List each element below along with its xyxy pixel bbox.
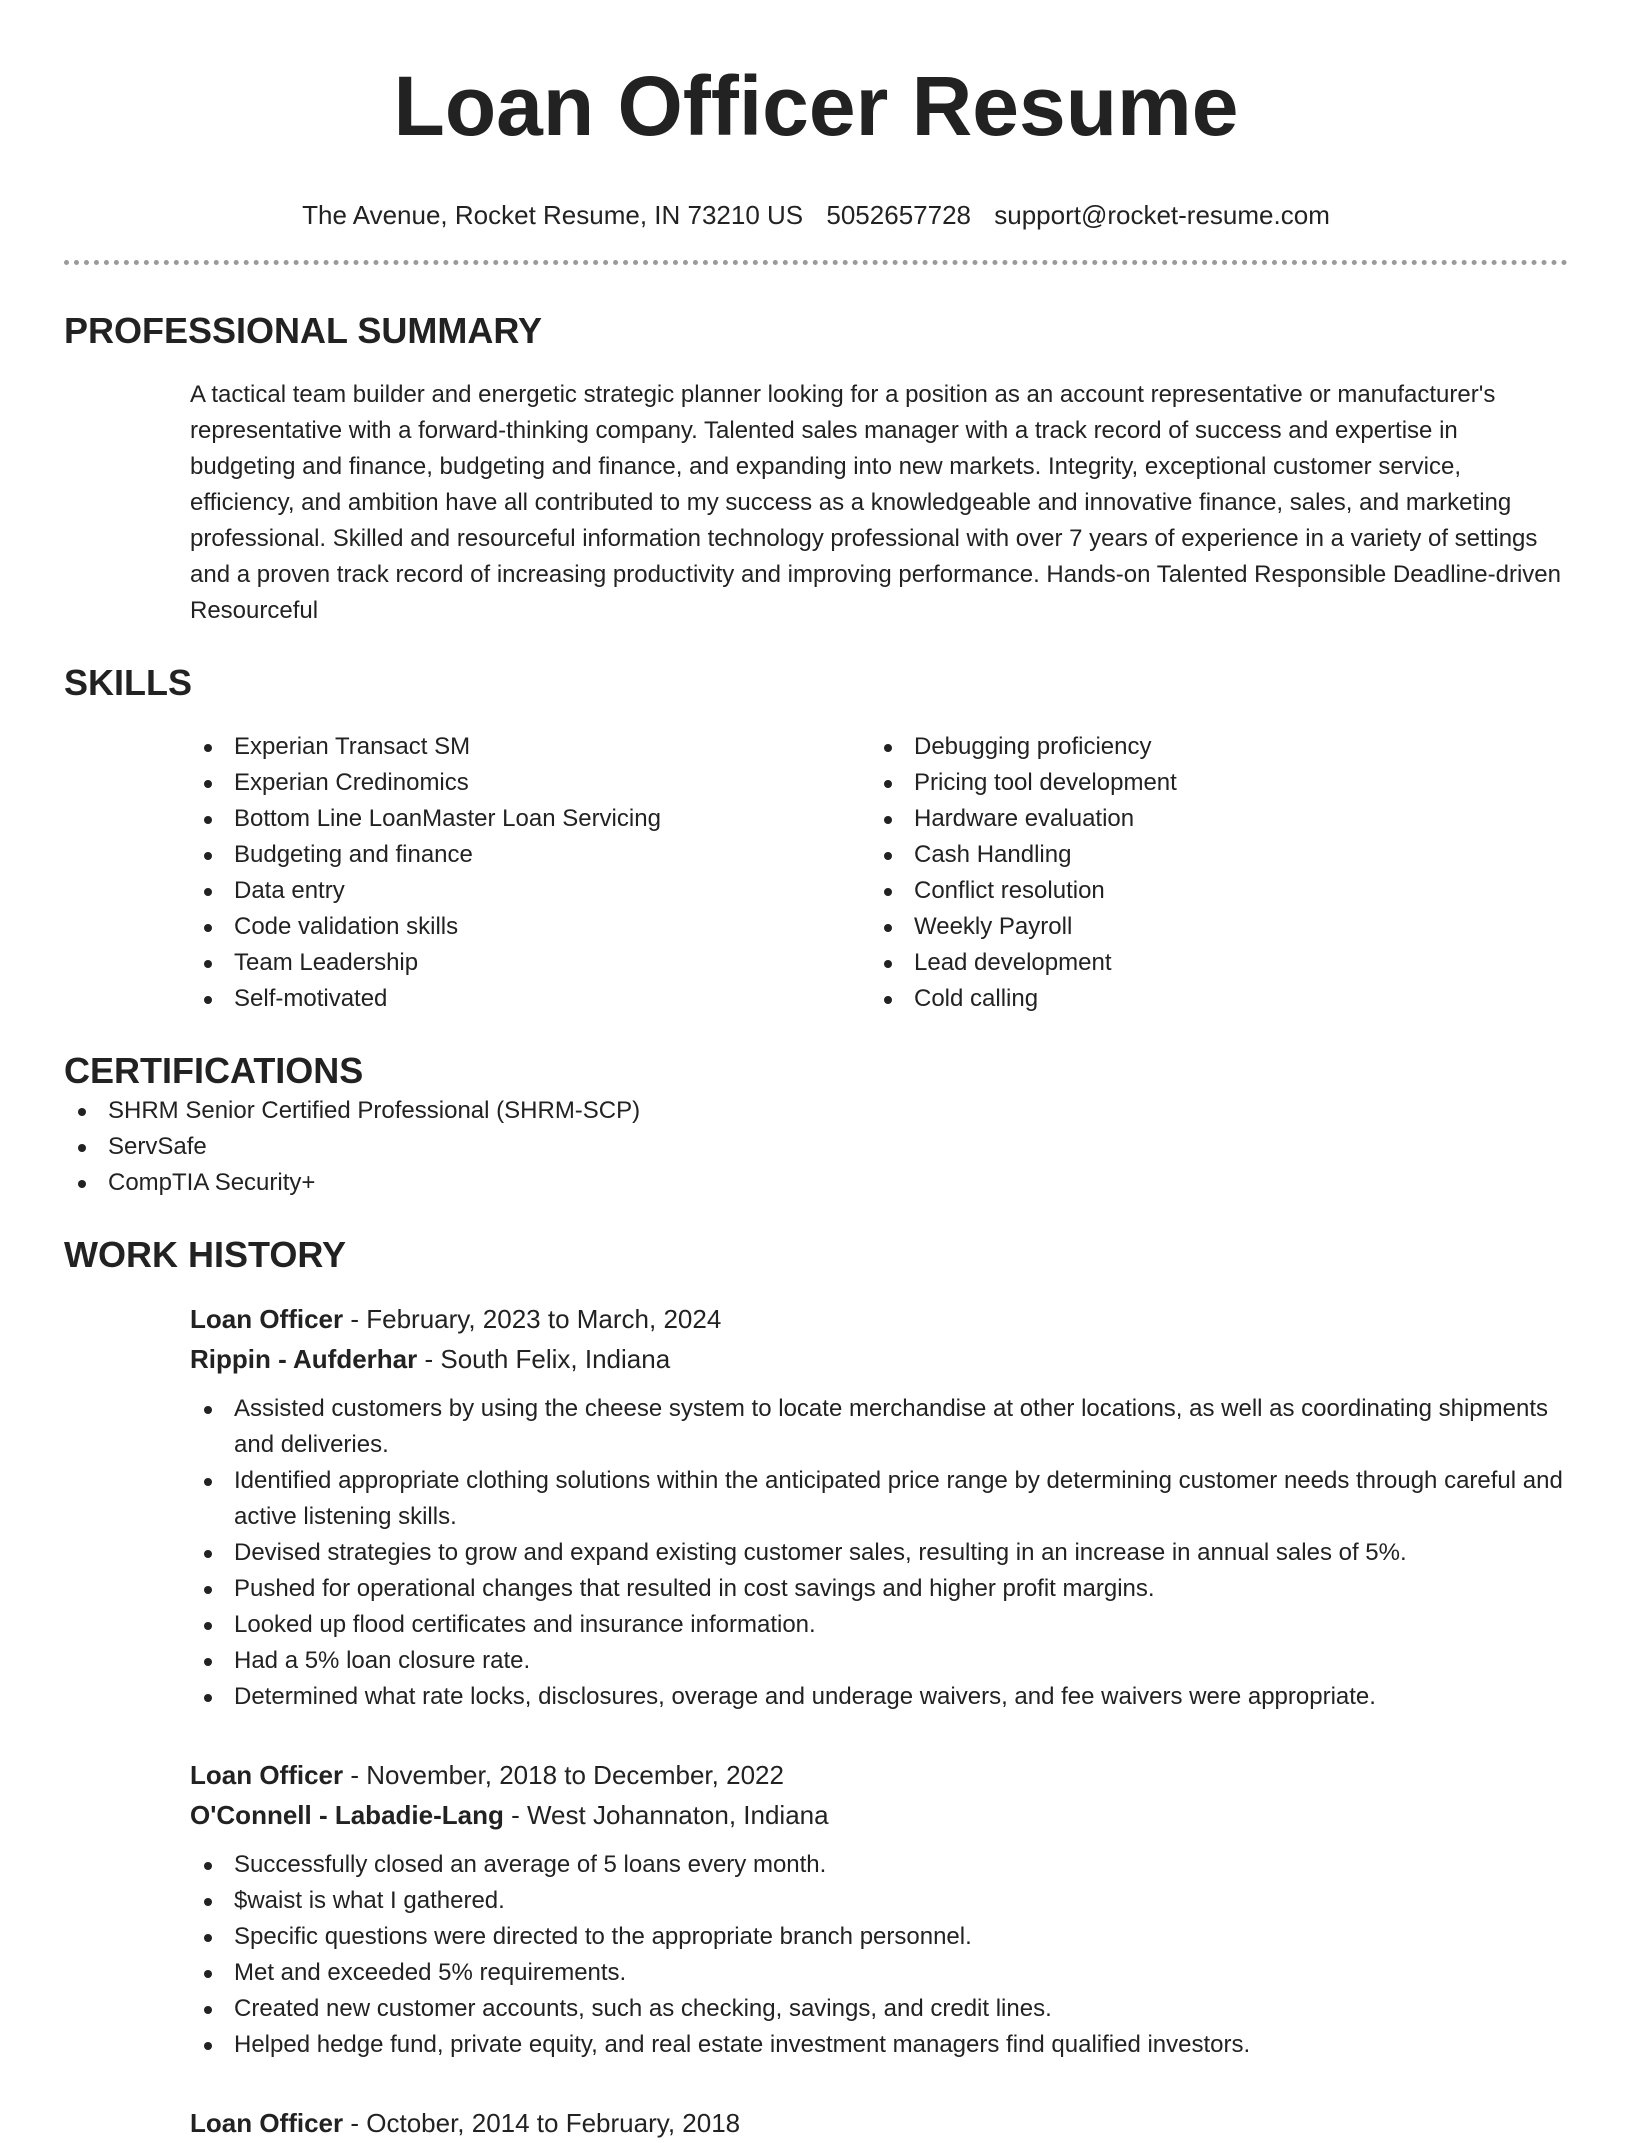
job-bullet: Created new customer accounts, such as checking, savings, and credit lines. xyxy=(190,1991,1568,2027)
skill-item: Budgeting and finance xyxy=(190,837,870,873)
job-bullet: Had a 5% loan closure rate. xyxy=(190,1643,1568,1679)
job-bullet: Specific questions were directed to the appropriate branch personnel. xyxy=(190,1919,1568,1955)
job-bullet: Identified appropriate clothing solutions within the anticipated price range by determining customer needs through careful and active listening skills. xyxy=(190,1463,1568,1535)
job-bullet: Met and exceeded 5% requirements. xyxy=(190,1955,1568,1991)
skill-item: Conflict resolution xyxy=(870,873,1550,909)
job-location: - West Johannaton, Indiana xyxy=(503,1800,829,1830)
contact-phone: 5052657728 xyxy=(826,200,971,230)
summary-heading: PROFESSIONAL SUMMARY xyxy=(64,310,543,351)
skill-item: Code validation skills xyxy=(190,909,870,945)
job-bullets xyxy=(190,1391,1568,1715)
skill-item: Bottom Line LoanMaster Loan Servicing xyxy=(190,801,870,837)
job-bullet: Pushed for operational changes that resulted in cost savings and higher profit margins. xyxy=(190,1571,1568,1607)
certification-item: CompTIA Security+ xyxy=(64,1165,1568,1201)
skills-heading: SKILLS xyxy=(64,662,193,703)
contact-line xyxy=(64,198,1568,232)
skill-item: Experian Transact SM xyxy=(190,729,870,765)
skill-item: Experian Credinomics xyxy=(190,765,870,801)
job-title: Loan Officer xyxy=(190,1304,344,1334)
header-divider xyxy=(64,260,1568,265)
contact-address: The Avenue, Rocket Resume, IN 73210 US xyxy=(302,200,804,230)
job-dates: - October, 2014 to February, 2018 xyxy=(343,2108,741,2138)
skill-item: Weekly Payroll xyxy=(870,909,1550,945)
work-history-heading: WORK HISTORY xyxy=(64,1234,347,1275)
resume-page xyxy=(64,0,1568,2143)
skill-item: Team Leadership xyxy=(190,945,870,981)
skills-grid xyxy=(190,729,1568,1017)
job-bullet: Successfully closed an average of 5 loans every month. xyxy=(190,1847,1568,1883)
job-bullet: $waist is what I gathered. xyxy=(190,1883,1568,1919)
skill-item: Cold calling xyxy=(870,981,1550,1017)
job-bullet: Assisted customers by using the cheese system to locate merchandise at other locations, as well as coordinating shipments and deliveries. xyxy=(190,1391,1568,1463)
skill-item: Lead development xyxy=(870,945,1550,981)
skills-section xyxy=(64,661,1568,1017)
job-title-line xyxy=(190,1299,1568,1339)
summary-text: A tactical team builder and energetic strategic planner looking for a position as an account representative or manufacturer's representative with a forward-thinking company. Talented sales manager with a track record of success and expertise in budgeting and finance, budgeting and finance, and expanding into new markets. Integrity, exceptional customer service, efficiency, and ambition have all contributed to my success as a knowledgeable and innovative finance, sales, and marketing professional. Skilled and resourceful information technology professional with over 7 years of experience in a variety of settings and a proven track record of increasing productivity and improving performance. Hands-on Talented Responsible Deadline-driven Resourceful xyxy=(190,381,1561,624)
job-bullet: Devised strategies to grow and expand existing customer sales, resulting in an increase in annual sales of 5%. xyxy=(190,1535,1568,1571)
skill-item: Self-motivated xyxy=(190,981,870,1017)
skill-item: Pricing tool development xyxy=(870,765,1550,801)
job-entry xyxy=(190,1299,1568,1715)
job-title-line xyxy=(190,2103,1568,2143)
skill-item: Cash Handling xyxy=(870,837,1550,873)
job-title: Loan Officer xyxy=(190,2108,344,2138)
resume-title: Loan Officer Resume xyxy=(393,59,1239,153)
job-company-line xyxy=(190,1795,1568,1835)
job-entry xyxy=(190,2103,1568,2143)
certification-item: SHRM Senior Certified Professional (SHRM-SCP) xyxy=(64,1093,1568,1129)
job-title: Loan Officer xyxy=(190,1760,344,1790)
job-company: Rippin - Aufderhar xyxy=(190,1344,418,1374)
skills-list-left xyxy=(190,729,870,1017)
job-company-line xyxy=(190,1339,1568,1379)
job-bullet: Looked up flood certificates and insurance information. xyxy=(190,1607,1568,1643)
contact-email: support@rocket-resume.com xyxy=(994,200,1330,230)
skill-item: Hardware evaluation xyxy=(870,801,1550,837)
certifications-heading: CERTIFICATIONS xyxy=(64,1050,364,1091)
skill-item: Debugging proficiency xyxy=(870,729,1550,765)
skill-item: Data entry xyxy=(190,873,870,909)
job-entry xyxy=(190,1755,1568,2063)
certifications-list xyxy=(64,1093,1568,1201)
job-company: O'Connell - Labadie-Lang xyxy=(190,1800,504,1830)
summary-section xyxy=(64,309,1568,629)
job-title-line xyxy=(190,1755,1568,1795)
job-bullet: Helped hedge fund, private equity, and real estate investment managers find qualified investors. xyxy=(190,2027,1568,2063)
work-history-section xyxy=(64,1233,1568,2143)
job-bullets xyxy=(190,1847,1568,2063)
skills-list-right xyxy=(870,729,1550,1017)
job-dates: - February, 2023 to March, 2024 xyxy=(343,1304,722,1334)
job-bullet: Determined what rate locks, disclosures, overage and underage waivers, and fee waivers were appropriate. xyxy=(190,1679,1568,1715)
certifications-section xyxy=(64,1049,1568,1201)
job-location: - South Felix, Indiana xyxy=(417,1344,671,1374)
job-dates: - November, 2018 to December, 2022 xyxy=(343,1760,784,1790)
certification-item: ServSafe xyxy=(64,1129,1568,1165)
